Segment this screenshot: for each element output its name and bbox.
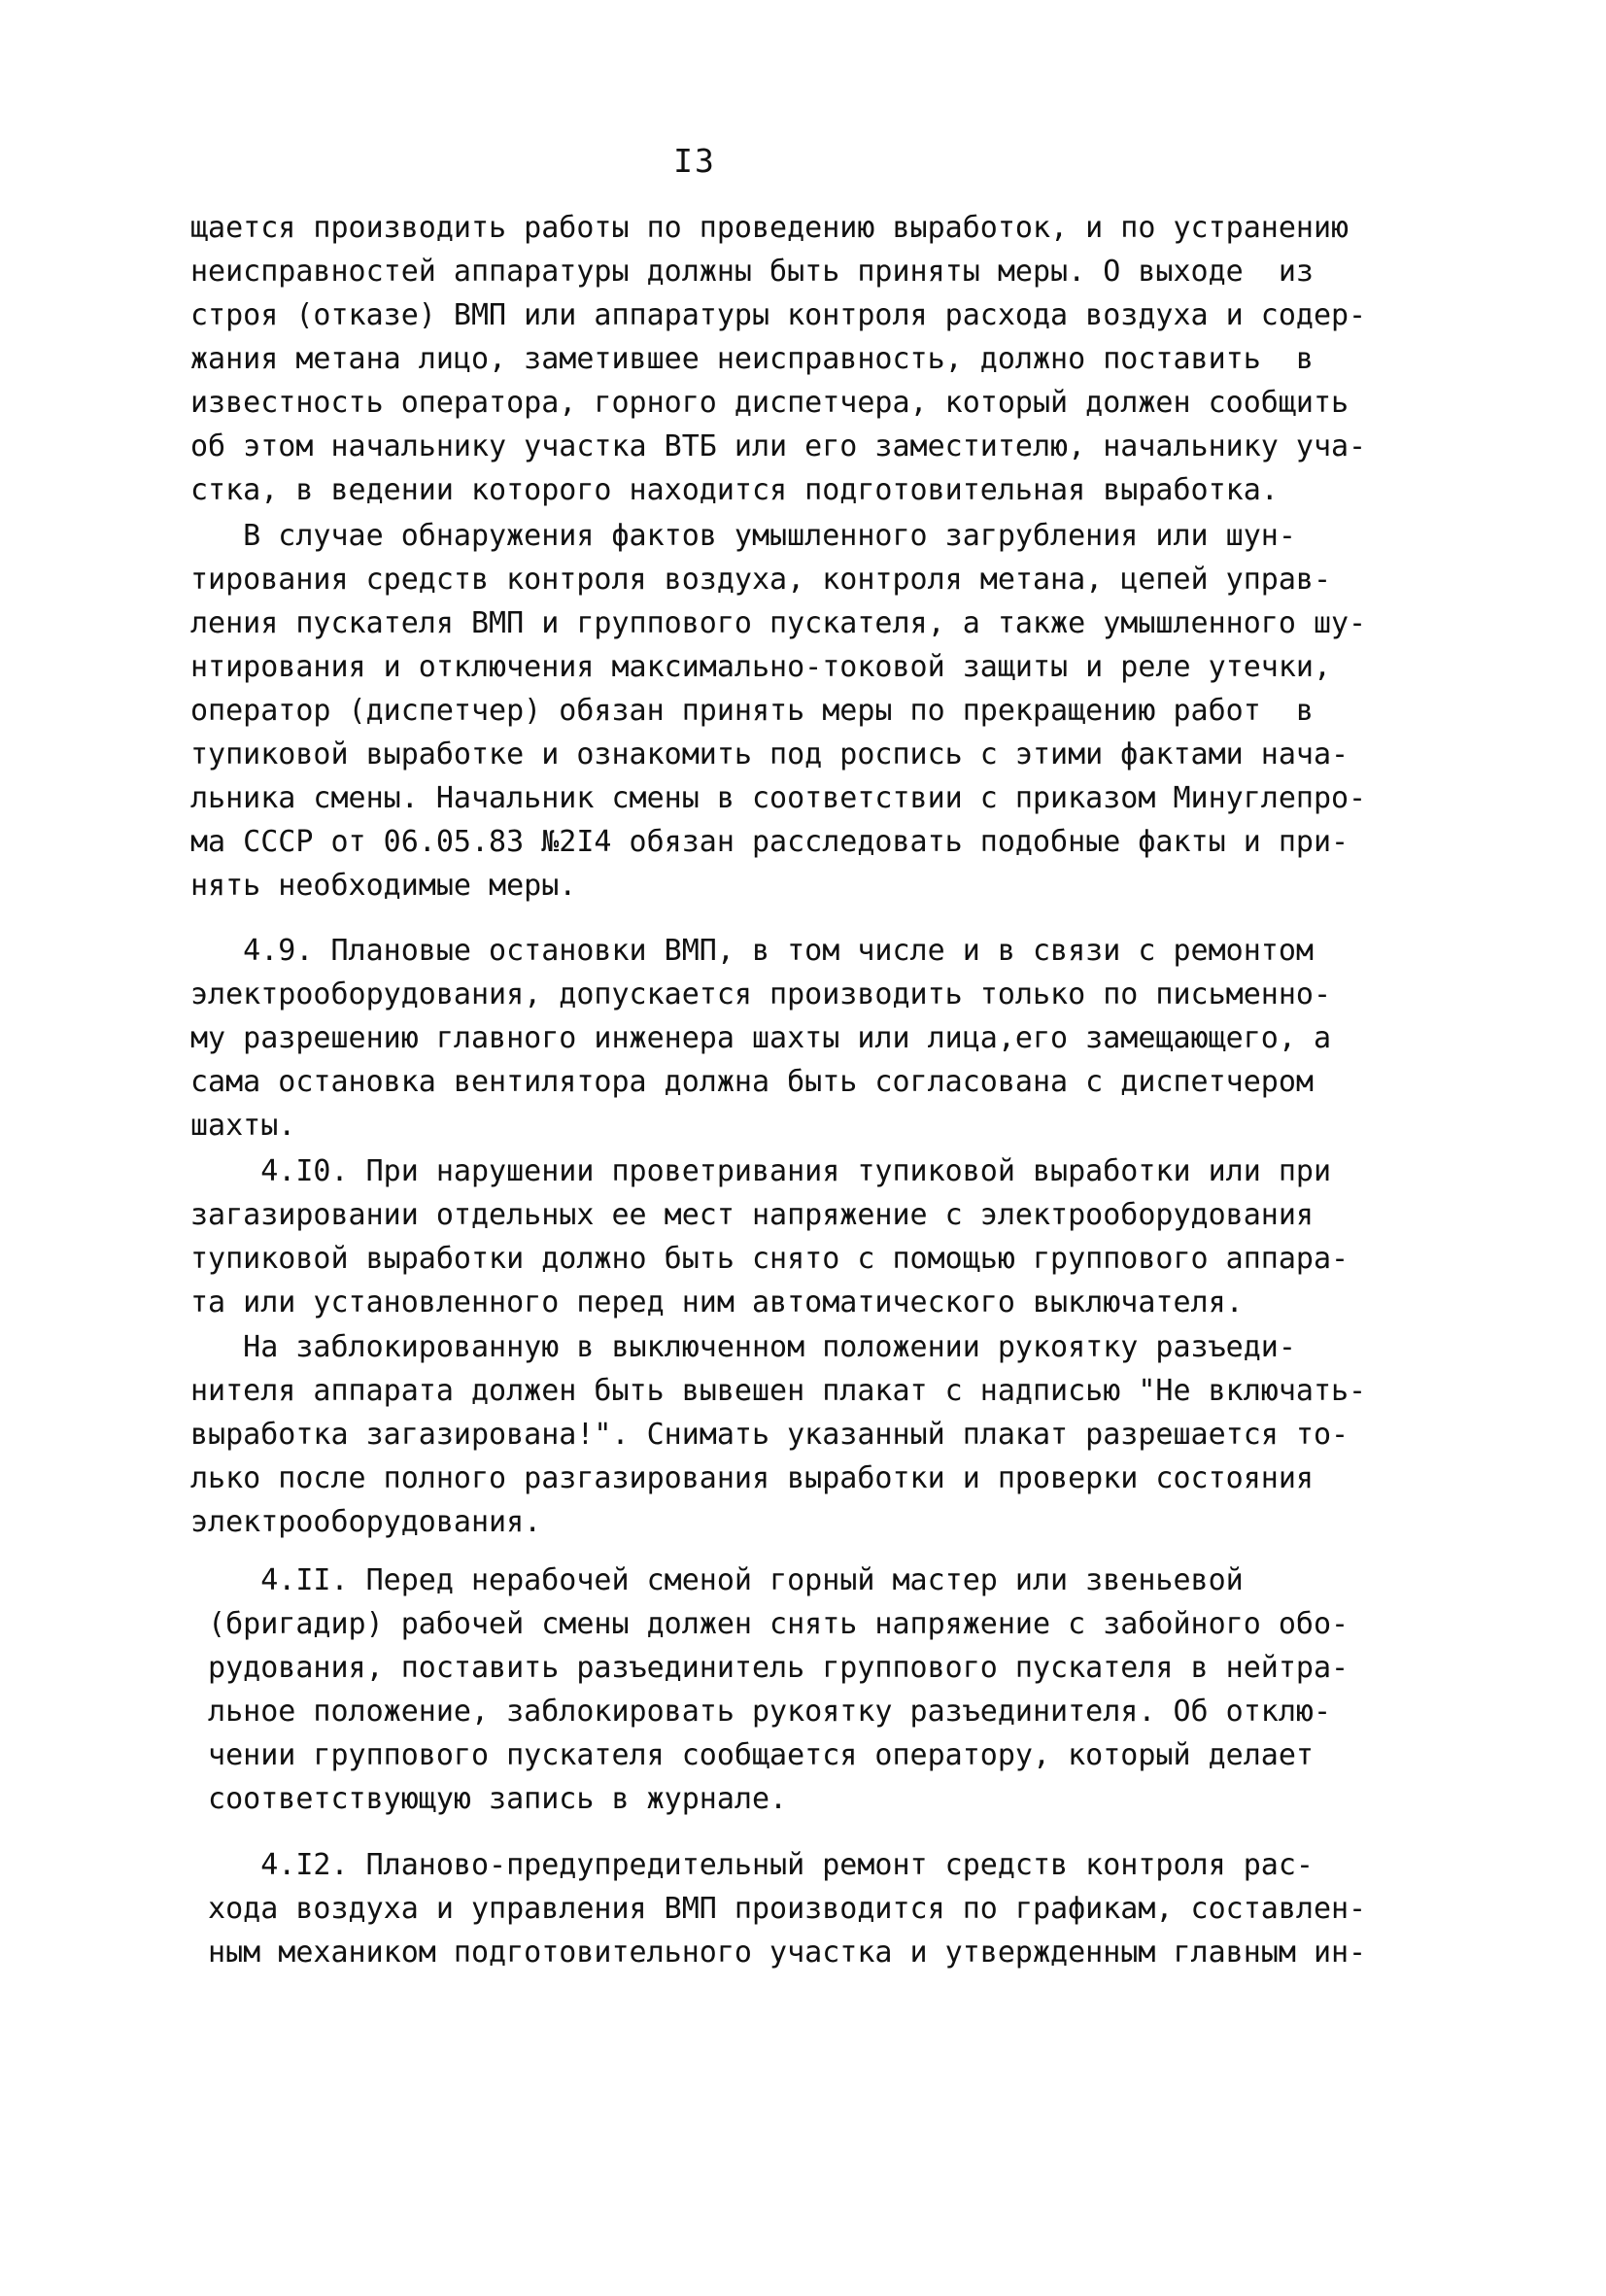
text-line: нителя аппарата должен быть вывешен плакат с надписью "Не включать-: [190, 1374, 1367, 1408]
text-line: рудования, поставить разъединитель группового пускателя в нейтра-: [190, 1651, 1350, 1685]
text-line: электрооборудования.: [190, 1505, 542, 1539]
text-line: 4.9. Плановые остановки ВМП, в том числе и в связи с ремонтом: [190, 934, 1314, 968]
text-line: загазировании отдельных ее мест напряжение с электрооборудования: [190, 1198, 1314, 1232]
text-line: щается производить работы по проведению выработок, и по устранению: [190, 211, 1350, 245]
page-number: I3: [673, 142, 716, 180]
section-4-10: [190, 1149, 1395, 1324]
text-line: электрооборудования, допускается производить только по письменно-: [190, 977, 1331, 1011]
text-line: сама остановка вентилятора должна быть согласована с диспетчером: [190, 1065, 1314, 1099]
text-line: На заблокированную в выключенном положении рукоятку разъеди-: [190, 1330, 1296, 1364]
paragraph-warning-sign: [190, 1325, 1395, 1544]
text-line: 4.I2. Планово-предупредительный ремонт средств контроля рас-: [190, 1848, 1314, 1882]
text-line: льное положение, заблокировать рукоятку разъединителя. Об отклю-: [190, 1695, 1331, 1729]
text-line: 4.II. Перед нерабочей сменой горный мастер или звеньевой: [190, 1563, 1244, 1597]
text-line: жания метана лицо, заметившее неисправность, должно поставить в: [190, 342, 1314, 376]
text-line: строя (отказе) ВМП или аппаратуры контроля расхода воздуха и содер-: [190, 298, 1367, 332]
text-line: неисправностей аппаратуры должны быть приняты меры. О выходе из: [190, 255, 1314, 289]
section-4-11: [190, 1559, 1395, 1821]
text-line: му разрешению главного инженера шахты или лица,его замещающего, а: [190, 1021, 1331, 1055]
text-line: шахты.: [190, 1109, 296, 1143]
paragraph-continuation: [190, 206, 1395, 512]
text-line: известность оператора, горного диспетчера, который должен сообщить: [190, 386, 1350, 420]
text-line: 4.I0. При нарушении проветривания тупиковой выработки или при: [190, 1154, 1331, 1188]
text-line: В случае обнаружения фактов умышленного загрубления или шун-: [190, 519, 1296, 553]
text-line: льника смены. Начальник смены в соответствии с приказом Минуглепро-: [190, 781, 1367, 815]
text-line: выработка загазирована!". Снимать указанный плакат разрешается то-: [190, 1418, 1350, 1452]
text-line: ма СССР от 06.05.83 №2I4 обязан расследовать подобные факты и при-: [190, 825, 1350, 859]
text-line: оператор (диспетчер) обязан принять меры по прекращению работ в: [190, 694, 1314, 728]
section-4-9: [190, 929, 1395, 1148]
text-line: хода воздуха и управления ВМП производится по графикам, составлен-: [190, 1892, 1367, 1926]
text-line: та или установленного перед ним автоматического выключателя.: [190, 1285, 1244, 1319]
text-line: тирования средств контроля воздуха, контроля метана, цепей управ-: [190, 563, 1331, 597]
section-4-12: [190, 1843, 1395, 1974]
text-line: лько после полного разгазирования выработки и проверки состояния: [190, 1461, 1314, 1495]
text-line: (бригадир) рабочей смены должен снять напряжение с забойного обо-: [190, 1607, 1350, 1641]
text-line: тупиковой выработки должно быть снято с помощью группового аппара-: [190, 1242, 1350, 1276]
text-line: об этом начальнику участка ВТБ или его заместителю, начальнику уча-: [190, 429, 1367, 463]
text-line: соответствующую запись в журнале.: [190, 1782, 788, 1816]
text-line: ным механиком подготовительного участка и утвержденным главным ин-: [190, 1936, 1367, 1970]
text-line: чении группового пускателя сообщается оператору, который делает: [190, 1738, 1314, 1772]
text-line: ления пускателя ВМП и группового пускателя, а также умышленного шу-: [190, 606, 1367, 640]
text-line: тупиковой выработке и ознакомить под роспись с этими фактами нача-: [190, 737, 1350, 771]
text-line: нтирования и отключения максимально-токовой защиты и реле утечки,: [190, 650, 1331, 684]
text-line: стка, в ведении которого находится подготовительная выработка.: [190, 473, 1279, 507]
paragraph-sabotage: [190, 514, 1395, 951]
text-line: нять необходимые меры.: [190, 869, 577, 903]
